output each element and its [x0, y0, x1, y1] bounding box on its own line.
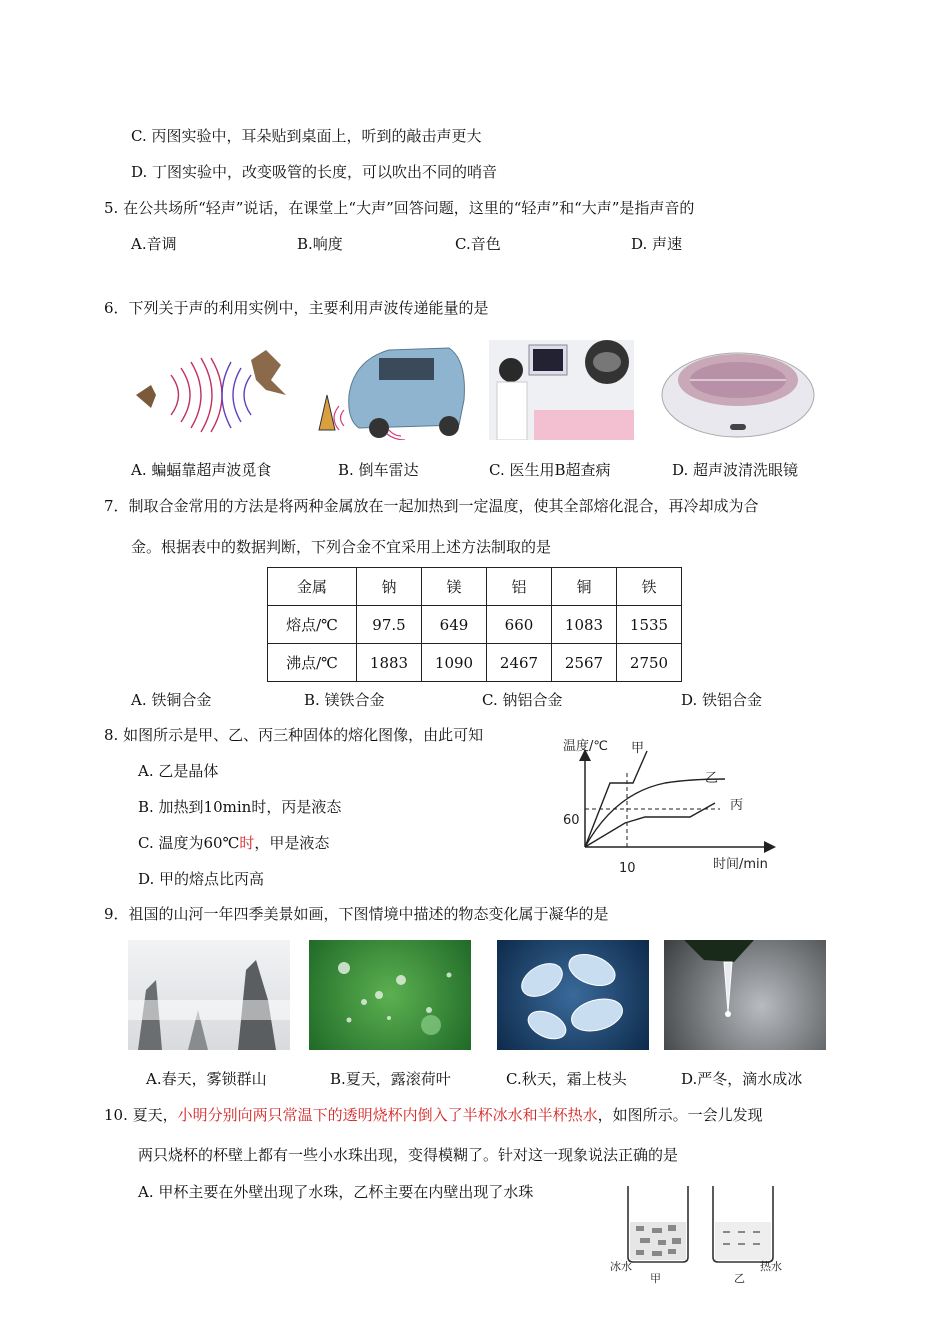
- q8-option-c-text: C. 温度为60℃: [138, 834, 240, 852]
- q9-stem: 9．祖国的山河一年四季美景如画，下图情境中描述的物态变化属于凝华的是: [104, 905, 609, 923]
- q7-option-c: C. 钠铝合金: [482, 691, 563, 709]
- q9-option-d: D.严冬，滴水成冰: [681, 1070, 803, 1088]
- q10-stem-text: ，如图所示。一会儿发现: [597, 1106, 763, 1124]
- q8-option-b: B. 加热到10min时，丙是液态: [138, 798, 342, 816]
- table-header-cell: 镁: [422, 568, 487, 606]
- q5-option-c: C.音色: [455, 235, 501, 253]
- beaker-right-label: 热水: [760, 1260, 782, 1273]
- q6-stem: 6．下列关于声的利用实例中，主要利用声波传递能量的是: [104, 299, 489, 317]
- q7-option-d: D. 铁铝合金: [681, 691, 763, 709]
- table-cell: 2467: [487, 644, 552, 682]
- q8-stem: 8. 如图所示是甲、乙、丙三种固体的熔化图像，由此可知: [104, 726, 484, 744]
- table-cell: 649: [422, 606, 487, 644]
- fog-mountains-image: [128, 940, 290, 1050]
- table-cell: 97.5: [357, 606, 422, 644]
- ultrasonic-cleaner-image: [660, 340, 815, 440]
- table-cell: 2567: [552, 644, 617, 682]
- table-header-cell: 钠: [357, 568, 422, 606]
- table-row: [268, 606, 682, 644]
- table-cell: 沸点/℃: [268, 644, 357, 682]
- q7-stem-line1: 7．制取合金常用的方法是将两种金属放在一起加热到一定温度，使其全部熔化混合，再冷却成为合: [104, 497, 759, 515]
- table-cell: 1535: [617, 606, 682, 644]
- q9-option-a: A.春天，雾锁群山: [146, 1070, 267, 1088]
- table-header-row: [268, 568, 682, 606]
- table-header-cell: 铜: [552, 568, 617, 606]
- q5-option-a: A.音调: [131, 235, 177, 253]
- table-header-cell: 铁: [617, 568, 682, 606]
- table-cell: 1883: [357, 644, 422, 682]
- series-label-yi: 乙: [705, 771, 719, 786]
- table-row: [268, 644, 682, 682]
- beaker-left-label: 冰水: [610, 1260, 632, 1273]
- q7-stem-line2: 金。根据表中的数据判断，下列合金不宜采用上述方法制取的是: [131, 538, 552, 556]
- table-header-cell: 铝: [487, 568, 552, 606]
- table-header-cell: 金属: [268, 568, 357, 606]
- curve-yi: [585, 779, 725, 847]
- series-label-bing: 丙: [730, 798, 744, 813]
- graph-xlabel: 时间/min: [713, 857, 768, 872]
- q5-stem: 5. 在公共场所“轻声”说话，在课堂上“大声”回答问题，这里的“轻声”和“大声”是指声音的: [104, 199, 695, 217]
- icicle-drip-image: [664, 940, 826, 1050]
- q9-option-b: B.夏天，露滚荷叶: [330, 1070, 451, 1088]
- table-cell: 660: [487, 606, 552, 644]
- q8-option-c-highlight: 时: [239, 834, 255, 852]
- q6-option-c: C. 医生用B超查病: [489, 461, 611, 479]
- frost-leaves-image: [497, 940, 649, 1050]
- q6-option-a: A. 蝙蝠靠超声波觅食: [131, 461, 272, 479]
- q8-option-c: [138, 833, 329, 853]
- table-cell: 2750: [617, 644, 682, 682]
- q10-stem-line2: 两只烧杯的杯壁上都有一些小水珠出现，变得模糊了。针对这一现象说法正确的是: [138, 1146, 679, 1164]
- q8-option-c-text-end: ，甲是液态: [254, 834, 330, 852]
- graph-y-mark: 60: [563, 813, 580, 828]
- beaker-left-name: 甲: [650, 1272, 661, 1285]
- table-cell: 熔点/℃: [268, 606, 357, 644]
- q9-option-c: C.秋天，霜上枝头: [506, 1070, 627, 1088]
- graph-x-mark: 10: [619, 861, 636, 876]
- melting-graph: [555, 733, 780, 883]
- car-radar-image: [309, 340, 469, 440]
- q10-stem-highlight: 小明分别向两只常温下的透明烧杯内倒入了半杯冰水和半杯热水: [177, 1106, 598, 1124]
- metal-properties-table: [267, 567, 682, 682]
- q4-option-c: C. 丙图实验中，耳朵贴到桌面上，听到的敲击声更大: [131, 127, 482, 145]
- beakers-figure: [608, 1182, 793, 1287]
- q10-number: 10. 夏天，: [104, 1106, 178, 1124]
- q7-option-a: A. 铁铜合金: [131, 691, 212, 709]
- q10-stem-line1: [104, 1105, 763, 1125]
- ultrasound-exam-image: [489, 340, 634, 440]
- table-cell: 1090: [422, 644, 487, 682]
- beaker-right-name: 乙: [734, 1272, 745, 1285]
- bat-echolocation-image: [131, 340, 291, 440]
- table-cell: 1083: [552, 606, 617, 644]
- q5-option-b: B.响度: [297, 235, 343, 253]
- q4-option-d: D. 丁图实验中，改变吸管的长度，可以吹出不同的哨音: [131, 163, 498, 181]
- series-label-jia: 甲: [631, 741, 645, 756]
- dew-lotus-image: [309, 940, 471, 1050]
- curve-bing: [585, 803, 715, 847]
- q7-option-b: B. 镁铁合金: [304, 691, 385, 709]
- q8-option-a: A. 乙是晶体: [138, 762, 219, 780]
- graph-ylabel: 温度/℃: [563, 739, 608, 754]
- q8-option-d: D. 甲的熔点比丙高: [138, 870, 265, 888]
- q5-option-d: D. 声速: [631, 235, 683, 253]
- q6-option-d: D. 超声波清洗眼镜: [672, 461, 799, 479]
- q10-option-a: A. 甲杯主要在外壁出现了水珠，乙杯主要在内壁出现了水珠: [138, 1183, 534, 1201]
- q6-option-b: B. 倒车雷达: [338, 461, 419, 479]
